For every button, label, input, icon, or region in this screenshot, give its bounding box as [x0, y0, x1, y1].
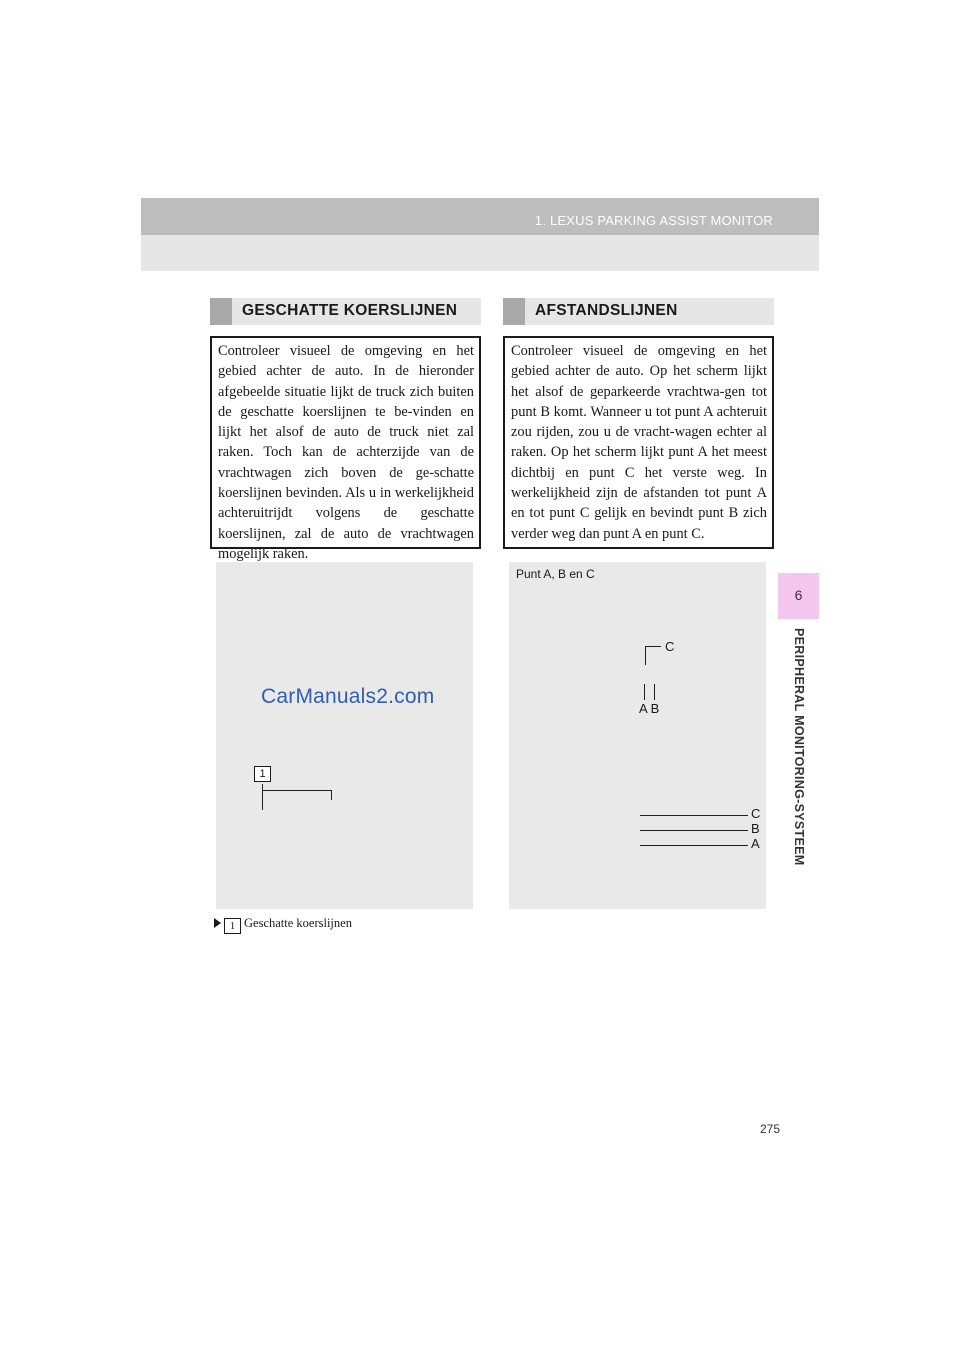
section-marker — [210, 298, 232, 325]
header-title: 1. LEXUS PARKING ASSIST MONITOR — [534, 213, 773, 228]
figure-marker-1: 1 — [254, 766, 271, 782]
section-title-right: AFSTANDSLIJNEN — [535, 302, 678, 319]
chapter-label — [789, 628, 809, 873]
course-line-tick — [331, 790, 332, 800]
distance-line-b — [640, 830, 748, 831]
text-box-right — [503, 336, 774, 549]
caption-arrow-icon — [214, 918, 221, 928]
label-ab: A B — [639, 701, 660, 716]
label-c-top: C — [665, 639, 675, 654]
page-number: 275 — [760, 1122, 781, 1136]
label-line-a: A — [751, 836, 760, 851]
caption-marker: 1 — [224, 918, 241, 934]
bracket-c-horizontal — [645, 646, 661, 647]
page-header — [141, 198, 819, 271]
label-line-c: C — [751, 806, 761, 821]
course-line-horizontal — [262, 790, 331, 791]
section-header-left — [210, 298, 481, 325]
section-title-left: GESCHATTE KOERSLIJNEN — [242, 302, 458, 319]
section-marker — [503, 298, 525, 325]
chapter-number: 6 — [794, 587, 803, 603]
distance-line-a — [640, 845, 748, 846]
text-box-left — [210, 336, 481, 562]
text-left: Controleer visueel de omgeving en het gebied achter de auto. In de hieronder afgebeelde situatie lijkt de truck zich buiten de geschatte koerslijnen te be-vinden en lijkt het alsof de auto de truck niet zal raken. Toch kan de achterzijde van de vrachtwagen zich boven de ge-schatte koerslijnen bevinden. Als u in werkelijkheid achteruitrijdt volgens de geschatte koerslijnen, zal de auto de vrachtwagen mogelijk raken. — [218, 343, 474, 562]
bracket-c-vertical — [645, 646, 646, 665]
chapter-label-text: PERIPHERAL MONITORING-SYSTEEM — [792, 628, 806, 866]
distance-line-c — [640, 815, 748, 816]
chapter-tab — [778, 573, 819, 619]
text-right: Controleer visueel de omgeving en het gebied achter de auto. Op het scherm lijkt het alsof de geparkeerde vrachtwa-gen tot punt B komt. Wanneer u tot punt A achteruit zou rijden, zou u de vracht-wagen echter al raken. Op het scherm lijkt punt A het meest dichtbij en punt C het verste weg. In werkelijkheid zijn de afstanden tot punt A en tot punt C gelijk en bevindt punt B zich verder weg dan punt A en punt C. — [511, 343, 767, 542]
figure-right — [509, 562, 766, 909]
figure-title: Punt A, B en C — [516, 567, 595, 581]
tick-a — [644, 684, 645, 700]
label-line-b: B — [751, 821, 760, 836]
watermark: CarManuals2.com — [261, 685, 435, 708]
header-strip — [141, 198, 819, 235]
figure-left — [216, 562, 473, 909]
caption-text: Geschatte koerslijnen — [244, 916, 352, 930]
section-header-right — [503, 298, 774, 325]
figure-caption — [214, 916, 352, 932]
tick-b — [654, 684, 655, 700]
course-line-vertical — [262, 784, 263, 810]
